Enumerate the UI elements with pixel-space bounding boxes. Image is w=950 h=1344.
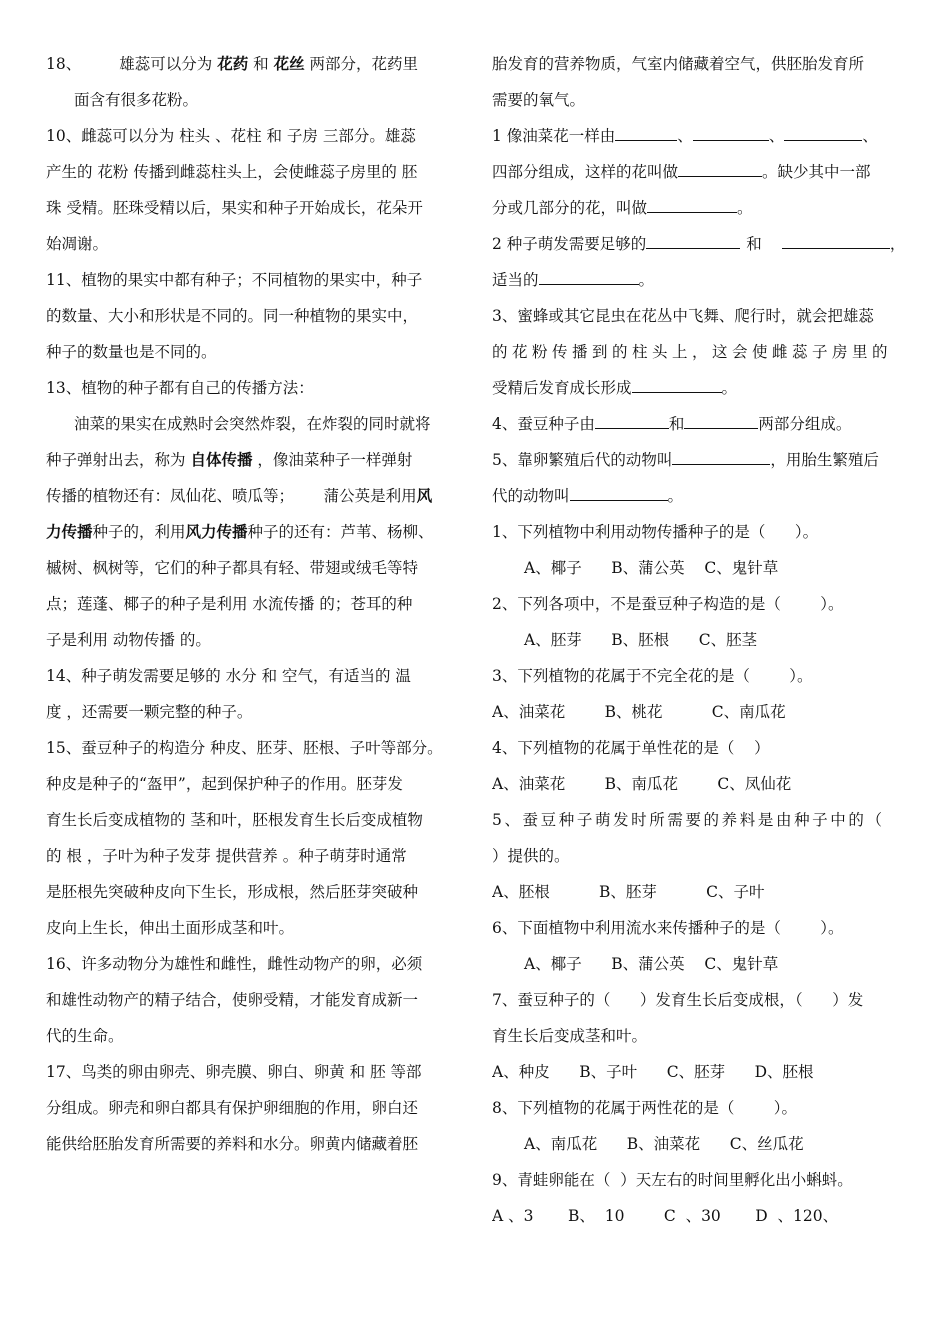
answer-blank[interactable]: [678, 162, 762, 177]
mc-options[interactable]: A、椰子 B、蒲公英 C、鬼针草: [524, 955, 779, 973]
fill-q3-line3: [492, 370, 910, 406]
fill-q5-text: ，用胎生繁殖后: [770, 451, 879, 469]
answer-blank[interactable]: [784, 126, 862, 141]
q10-line: 珠 受精。胚珠受精以后，果实和种子开始成长，花朵开: [46, 199, 423, 217]
q15-line: 15、蚕豆种子的构造分 种皮、胚芽、胚根、子叶等部分。: [46, 739, 443, 757]
q17-line: 17、鸟类的卵由卵壳、卵壳膜、卵白、卵黄 和 胚 等部: [46, 1063, 422, 1081]
q11-line: 种子的数量也是不同的。: [46, 343, 217, 361]
answer-blank[interactable]: [595, 414, 669, 429]
fill-q4-text: 两部分组成。: [758, 415, 852, 433]
mc-options[interactable]: A、南瓜花 B、油菜花 C、丝瓜花: [524, 1135, 804, 1153]
q17-continuation: 胎发育的营养物质，气室内储藏着空气，供胚胎发育所: [492, 55, 865, 73]
mc-question: 3、下列植物的花属于不完全花的是（ ）。: [492, 667, 813, 685]
fill-q2-text: 适当的: [492, 271, 539, 289]
fill-q3-line2: 的花粉传播到的柱头上，这会使雌蕊子房里的: [492, 343, 893, 361]
fill-q1-text: 、: [768, 127, 785, 145]
right-column: [492, 46, 910, 1234]
mc-question: 7、蚕豆种子的（ ）发育生长后变成根，（ ）发: [492, 991, 864, 1009]
q15-line: 种皮是种子的“盔甲”，起到保护种子的作用。胚芽发: [46, 775, 403, 793]
q17-line: 能供给胚胎发育所需要的养料和水分。卵黄内储藏着胚: [46, 1135, 419, 1153]
answer-blank[interactable]: [684, 414, 758, 429]
mc-options[interactable]: A、油菜花 B、桃花 C、南瓜花: [492, 703, 786, 721]
q17-continuation: 需要的氧气。: [492, 91, 586, 109]
q13-text: 种子的，利用: [92, 523, 186, 541]
mc-question: 育生长后变成茎和叶。: [492, 1027, 648, 1045]
answer-blank[interactable]: [615, 126, 677, 141]
answer-blank[interactable]: [539, 270, 639, 285]
fill-q2-line1: [492, 226, 910, 262]
q13-keyword-wind: 风: [416, 486, 433, 505]
mc-options[interactable]: A、种皮 B、子叶 C、胚芽 D、胚根: [492, 1063, 814, 1081]
q13-keyword-wind-dispersal: 力传播: [46, 522, 93, 541]
q14-line: 14、种子萌发需要足够的 水分 和 空气，有适当的 温: [46, 667, 411, 685]
q18-keyword-anther: 花药: [217, 54, 249, 73]
mc-question: 4、下列植物的花属于单性花的是（ ）: [492, 739, 770, 757]
q13-line: 点；莲蓬、椰子的种子是利用 水流传播 的；苍耳的种: [46, 595, 413, 613]
fill-q1-text: 四部分组成，这样的花叫做: [492, 163, 679, 181]
mc-question: 6、下面植物中利用流水来传播种子的是（ ）。: [492, 919, 844, 937]
answer-blank[interactable]: [646, 234, 740, 249]
left-column: [46, 46, 466, 1162]
q16-line: 和雄性动物产的精子结合，使卵受精，才能发育成新一: [46, 991, 419, 1009]
q16-line: 16、许多动物分为雄性和雌性，雌性动物产的卵，必须: [46, 955, 423, 973]
q18-line1: [46, 46, 466, 82]
q13-text: 种子弹射出去，称为: [46, 451, 191, 469]
fill-q3-text: 受精后发育成长形成: [492, 379, 632, 397]
q18-text: 和: [253, 55, 269, 73]
q13-line: 油菜的果实在成熟时会突然炸裂，在炸裂的同时就将: [74, 415, 431, 433]
q13-line: [46, 478, 466, 514]
q13-title: 13、植物的种子都有自己的传播方法：: [46, 379, 314, 397]
mc-question: 2、下列各项中，不是蚕豆种子构造的是（ ）。: [492, 595, 844, 613]
q13-text: 传播的植物还有：凤仙花、喷瓜等； 蒲公英是利用: [46, 487, 417, 505]
fill-q4-text: 和: [668, 415, 685, 433]
fill-q2-text: 2 种子萌发需要足够的: [492, 235, 647, 253]
q17-line: 分组成。卵壳和卵白都具有保护卵细胞的作用，卵白还: [46, 1099, 419, 1117]
mc-options[interactable]: A 、3 B、 10 C 、30 D 、120、: [492, 1207, 839, 1225]
q13-text: 种子的还有：芦苇、杨柳、: [247, 523, 434, 541]
answer-blank[interactable]: [782, 234, 890, 249]
mc-options[interactable]: A、胚根 B、胚芽 C、子叶: [492, 883, 765, 901]
q18-text: 两部分，花药里: [309, 55, 419, 73]
mc-question: 8、下列植物的花属于两性花的是（ ）。: [492, 1099, 798, 1117]
fill-q3-line1: 3、蜜蜂或其它昆虫在花丛中飞舞、爬行时，就会把雄蕊: [492, 307, 874, 325]
answer-blank[interactable]: [647, 198, 737, 213]
mc-options[interactable]: A、椰子 B、蒲公英 C、鬼针草: [524, 559, 779, 577]
q13-keyword-self-dispersal: 自体传播: [190, 450, 253, 469]
q15-line: 是胚根先突破种皮向下生长，形成根，然后胚芽突破种: [46, 883, 419, 901]
fill-q1-text: 分或几部分的花，叫做: [492, 199, 648, 217]
q14-line: 度 ，还需要一颗完整的种子。: [46, 703, 253, 721]
fill-q5-line1: [492, 442, 910, 478]
fill-q1-text: 、: [862, 127, 878, 145]
mc-question: 5、蚕豆种子萌发时所需要的养料是由种子中的（: [492, 811, 885, 829]
q18-line2: 面含有很多花粉。: [74, 91, 199, 109]
answer-blank[interactable]: [693, 126, 769, 141]
fill-q5-text: 5、靠卵繁殖后代的动物叫: [492, 451, 673, 469]
mc-question: 1、下列植物中利用动物传播种子的是（ ）。: [492, 523, 819, 541]
mc-options[interactable]: A、油菜花 B、南瓜花 C、凤仙花: [492, 775, 792, 793]
fill-q1-text: 1 像油菜花一样由: [492, 127, 616, 145]
q18-keyword-filament: 花丝: [273, 54, 305, 73]
answer-blank[interactable]: [570, 486, 668, 501]
fill-q3-text: 。: [721, 379, 738, 397]
q15-line: 育生长后变成植物的 茎和叶，胚根发育生长后变成植物: [46, 811, 423, 829]
q13-line: [46, 442, 466, 478]
q18-number: 18、: [46, 55, 82, 73]
q13-keyword-wind-dispersal: 风力传播: [185, 522, 248, 541]
fill-q5-text: 。: [667, 487, 684, 505]
q10-line: 始凋谢。: [46, 235, 109, 253]
fill-q1-text: 。: [737, 199, 753, 217]
q10-line: 产生的 花粉 传播到雌蕊柱头上，会使雌蕊子房里的 胚: [46, 163, 418, 181]
q13-text: ，像油菜种子一样弹射: [252, 451, 413, 469]
fill-q5-text: 代的动物叫: [492, 487, 570, 505]
fill-q2-text: ，: [889, 235, 906, 253]
fill-q5-line2: [492, 478, 910, 514]
q18-text: 雄蕊可以分为: [119, 55, 213, 73]
fill-q1-text: 。缺少其中一部: [762, 163, 871, 181]
fill-q4-text: 4、蚕豆种子由: [492, 415, 595, 433]
mc-question: ）提供的。: [492, 847, 570, 865]
q13-line: 子是利用 动物传播 的。: [46, 631, 211, 649]
q13-line: 槭树、枫树等，它们的种子都具有轻、带翅或绒毛等特: [46, 559, 419, 577]
q10-line: 10、雌蕊可以分为 柱头 、花柱 和 子房 三部分。雄蕊: [46, 127, 416, 145]
answer-blank[interactable]: [632, 378, 722, 393]
q15-line: 的 根 ，子叶为种子发芽 提供营养 。种子萌芽时通常: [46, 847, 407, 865]
fill-q2-text: 。: [638, 271, 655, 289]
mc-question: 9、青蛙卵能在（ ）天左右的时间里孵化出小蝌蚪。: [492, 1171, 853, 1189]
fill-q1-text: 、: [677, 127, 693, 145]
q11-line: 11、植物的果实中都有种子；不同植物的果实中，种子: [46, 271, 423, 289]
q11-line: 的数量、大小和形状是不同的。同一种植物的果实中，: [46, 307, 419, 325]
fill-q2-line2: [492, 262, 910, 298]
fill-q1-line3: [492, 190, 910, 226]
q16-line: 代的生命。: [46, 1027, 124, 1045]
q15-line: 皮向上生长，伸出土面形成茎和叶。: [46, 919, 295, 937]
fill-q2-text: 和: [746, 235, 762, 253]
answer-blank[interactable]: [672, 450, 770, 465]
fill-q1-line1: [492, 118, 910, 154]
fill-q1-line2: [492, 154, 910, 190]
fill-q4-line: [492, 406, 910, 442]
mc-options[interactable]: A、胚芽 B、胚根 C、胚茎: [524, 631, 758, 649]
q13-line: [46, 514, 466, 550]
